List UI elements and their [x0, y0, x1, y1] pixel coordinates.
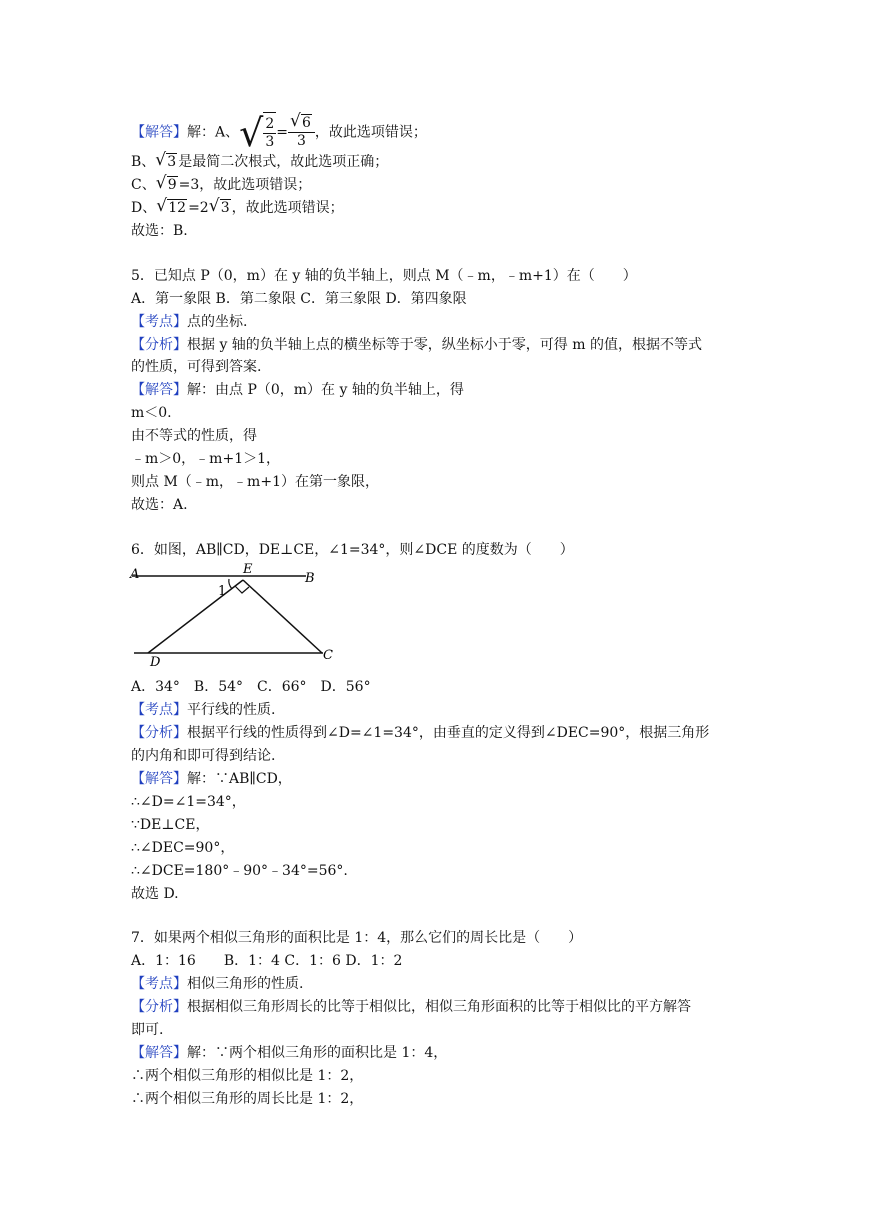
q6-analysis-cont: 的内角和即可得到结论. [131, 748, 276, 764]
q5-answer-5: 则点 M（﹣m，﹣m+1）在第一象限， [131, 474, 379, 490]
angle-1-arc [229, 579, 232, 589]
q7-analysis-cont: 即可. [131, 1022, 164, 1038]
q4-answer-b: B、√ 3 是最简二次根式，故此选项正确； [131, 152, 388, 172]
answer-tag: 【解答】 [131, 124, 187, 141]
q6-final: 故选 D. [131, 886, 179, 902]
q4-final: 故选：B. [131, 223, 188, 239]
q5-final: 故选：A. [131, 497, 188, 513]
q6-analysis: 【分析】根据平行线的性质得到∠D=∠1=34°，由垂直的定义得到∠DEC=90°，根据三角形 [131, 725, 710, 741]
label-angle-1: 1 [218, 584, 227, 599]
q6-figure [128, 562, 343, 672]
segment-ec [243, 580, 322, 653]
q4-answer-a: 【解答】解：A、 √ $\frac{2}{3}$ = √ $\frac{6}{3}$ ，故此选项错误； [131, 112, 427, 153]
q7-answer-3: ∴两个相似三角形的周长比是 1：2， [131, 1091, 364, 1107]
q6-options: A．34° B．54° C．66° D．56° [131, 679, 371, 695]
q7-answer: 【解答】解：∵两个相似三角形的面积比是 1：4， [131, 1045, 448, 1061]
q5-answer-3: 由不等式的性质，得 [131, 428, 257, 444]
q5-point: 【考点】点的坐标. [131, 314, 248, 330]
q5-stem: 5．已知点 P（0，m）在 y 轴的负半轴上，则点 M（﹣m，﹣m+1）在（ ） [131, 268, 637, 284]
q7-stem: 7．如果两个相似三角形的面积比是 1：4，那么它们的周长比是（ ） [131, 930, 583, 946]
q6-answer-3: ∵DE⊥CE， [131, 817, 210, 833]
q5-answer-4: ﹣m＞0，﹣m+1＞1， [131, 451, 281, 467]
q6-stem: 6．如图，AB∥CD，DE⊥CE，∠1=34°，则∠DCE 的度数为（ ） [131, 542, 574, 558]
label-c: C [323, 648, 333, 663]
q7-analysis: 【分析】根据相似三角形周长的比等于相似比，相似三角形面积的比等于相似比的平方解答 [131, 999, 691, 1015]
sqrt-fraction: √ $\frac{2}{3}$ [239, 110, 275, 155]
q5-options: A．第一象限 B．第二象限 C．第三象限 D．第四象限 [131, 291, 467, 307]
segment-de [148, 580, 243, 653]
q4-answer-c: C、√ 9 =3，故此选项错误； [131, 175, 311, 195]
q6-answer: 【解答】解：∵AB∥CD， [131, 771, 292, 787]
q6-point: 【考点】平行线的性质. [131, 702, 276, 718]
label-b: B [305, 571, 315, 586]
q5-answer: 【解答】解：由点 P（0，m）在 y 轴的负半轴上，得 [131, 382, 464, 398]
q6-answer-2: ∴∠D=∠1=34°， [131, 794, 246, 810]
q7-point: 【考点】相似三角形的性质. [131, 976, 304, 992]
right-angle-mark [235, 586, 249, 593]
label-e: E [243, 562, 253, 577]
fraction: √ $\frac{6}{3}$ [288, 115, 315, 150]
q4-answer-d: D、√ 12 =2√ 3 ，故此选项错误； [131, 198, 344, 218]
q5-analysis: 【分析】根据 y 轴的负半轴上点的横坐标等于零，纵坐标小于零，可得 m 的值，根据不等式 [131, 337, 702, 353]
q5-answer-2: m＜0. [131, 405, 172, 421]
q7-answer-2: ∴两个相似三角形的相似比是 1：2， [131, 1068, 364, 1084]
label-d: D [150, 655, 161, 670]
q5-analysis-cont: 的性质，可得到答案. [131, 359, 262, 375]
q6-answer-5: ∴∠DCE=180°﹣90°﹣34°=56°. [131, 863, 348, 879]
q6-answer-4: ∴∠DEC=90°， [131, 840, 235, 856]
q7-options: A．1：16 B．1：4 C．1：6 D．1：2 [131, 953, 403, 969]
label-a: A [130, 567, 140, 582]
